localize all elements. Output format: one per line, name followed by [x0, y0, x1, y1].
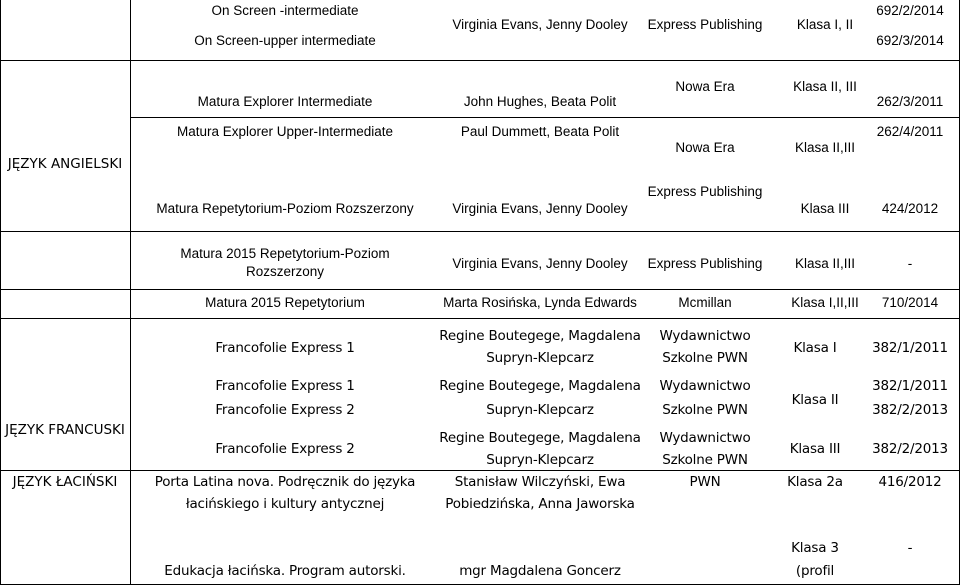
row-divider [0, 60, 960, 61]
row-divider [0, 470, 960, 471]
publisher: Express Publishing [647, 184, 763, 199]
row-divider [130, 117, 960, 118]
class-level: (profil [795, 563, 835, 579]
approval-number: 710/2014 [881, 295, 939, 310]
publisher: Szkolne PWN [662, 350, 748, 366]
approval-number: 692/2/2014 [876, 3, 944, 18]
authors: Pobiedzińska, Anna Jaworska [445, 496, 635, 512]
class-level: Klasa I,II,III [791, 295, 859, 310]
class-level: Klasa II, III [793, 79, 857, 94]
authors: Supryn-Klepcarz [486, 452, 594, 468]
authors: Marta Rosińska, Lynda Edwards [443, 295, 637, 310]
class-level: Klasa III [800, 201, 850, 216]
publisher: Wydawnictwo [659, 328, 751, 344]
subject-english: JĘZYK ANGIELSKI [7, 156, 123, 172]
class-level: Klasa II [791, 392, 839, 408]
col-divider [0, 0, 1, 585]
publisher: Nowa Era [675, 140, 735, 155]
publisher: Wydawnictwo [659, 430, 751, 446]
approval-number: 262/4/2011 [876, 124, 944, 139]
authors: Paul Dummett, Beata Polit [460, 124, 620, 139]
book-title: Matura 2015 Repetytorium-Poziom [180, 246, 390, 261]
approval-number: - [907, 540, 913, 556]
book-title: Matura Repetytorium-Poziom Rozszerzony [156, 201, 414, 216]
approval-number: 416/2012 [878, 474, 942, 490]
publisher: PWN [689, 474, 721, 490]
approval-number: 382/2/2013 [872, 441, 948, 457]
book-title: On Screen-upper intermediate [194, 33, 376, 48]
book-title: Matura Explorer Intermediate [197, 94, 373, 109]
approval-number: 424/2012 [881, 201, 939, 216]
book-title: Edukacja łacińska. Program autorski. [164, 563, 406, 579]
approval-number: 382/2/2013 [872, 402, 948, 418]
publisher: Wydawnictwo [659, 378, 751, 394]
authors: mgr Magdalena Goncerz [459, 563, 621, 579]
row-divider [0, 231, 960, 232]
class-level: Klasa I [793, 340, 837, 356]
authors: Virginia Evans, Jenny Dooley [452, 201, 628, 216]
publisher: Express Publishing [647, 256, 763, 271]
authors: Supryn-Klepcarz [486, 350, 594, 366]
class-level: Klasa 2a [787, 474, 843, 490]
publisher: Express Publishing [647, 17, 763, 32]
book-title: Matura 2015 Repetytorium [205, 295, 365, 310]
book-title: Francofolie Express 2 [215, 441, 355, 457]
class-level: Klasa 3 [791, 540, 839, 556]
authors: Virginia Evans, Jenny Dooley [452, 256, 628, 271]
publisher: Nowa Era [675, 79, 735, 94]
book-title: Francofolie Express 2 [215, 402, 355, 418]
book-title: łacińskiego i kultury antycznej [185, 496, 385, 512]
authors: Regine Boutegege, Magdalena [439, 378, 641, 394]
authors: Virginia Evans, Jenny Dooley [452, 17, 628, 32]
book-title: On Screen -intermediate [211, 3, 359, 18]
subject-french: JĘZYK FRANCUSKI [5, 422, 125, 438]
authors: Regine Boutegege, Magdalena [439, 430, 641, 446]
publisher: Szkolne PWN [662, 402, 748, 418]
publisher: Szkolne PWN [662, 452, 748, 468]
book-title: Francofolie Express 1 [215, 340, 355, 356]
authors: John Hughes, Beata Polit [463, 94, 617, 109]
subject-latin: JĘZYK ŁACIŃSKI [12, 474, 118, 490]
row-divider [0, 318, 960, 319]
approval-number: - [907, 256, 913, 271]
book-title: Francofolie Express 1 [215, 378, 355, 394]
publisher: Mcmillan [678, 295, 732, 310]
authors: Stanisław Wilczyński, Ewa [454, 474, 626, 490]
approval-number: 382/1/2011 [872, 340, 948, 356]
approval-number: 262/3/2011 [876, 94, 944, 109]
authors: Regine Boutegege, Magdalena [439, 328, 641, 344]
book-title: Matura Explorer Upper-Intermediate [176, 124, 394, 139]
class-level: Klasa III [789, 441, 841, 457]
approval-number: 692/3/2014 [876, 33, 944, 48]
class-level: Klasa II,III [794, 140, 856, 155]
book-title: Rozszerzony [245, 264, 325, 279]
book-title: Porta Latina nova. Podręcznik do języka [154, 474, 416, 490]
row-divider [0, 289, 960, 290]
authors: Supryn-Klepcarz [486, 402, 594, 418]
approval-number: 382/1/2011 [872, 378, 948, 394]
class-level: Klasa II,III [794, 256, 856, 271]
class-level: Klasa I, II [796, 17, 854, 32]
